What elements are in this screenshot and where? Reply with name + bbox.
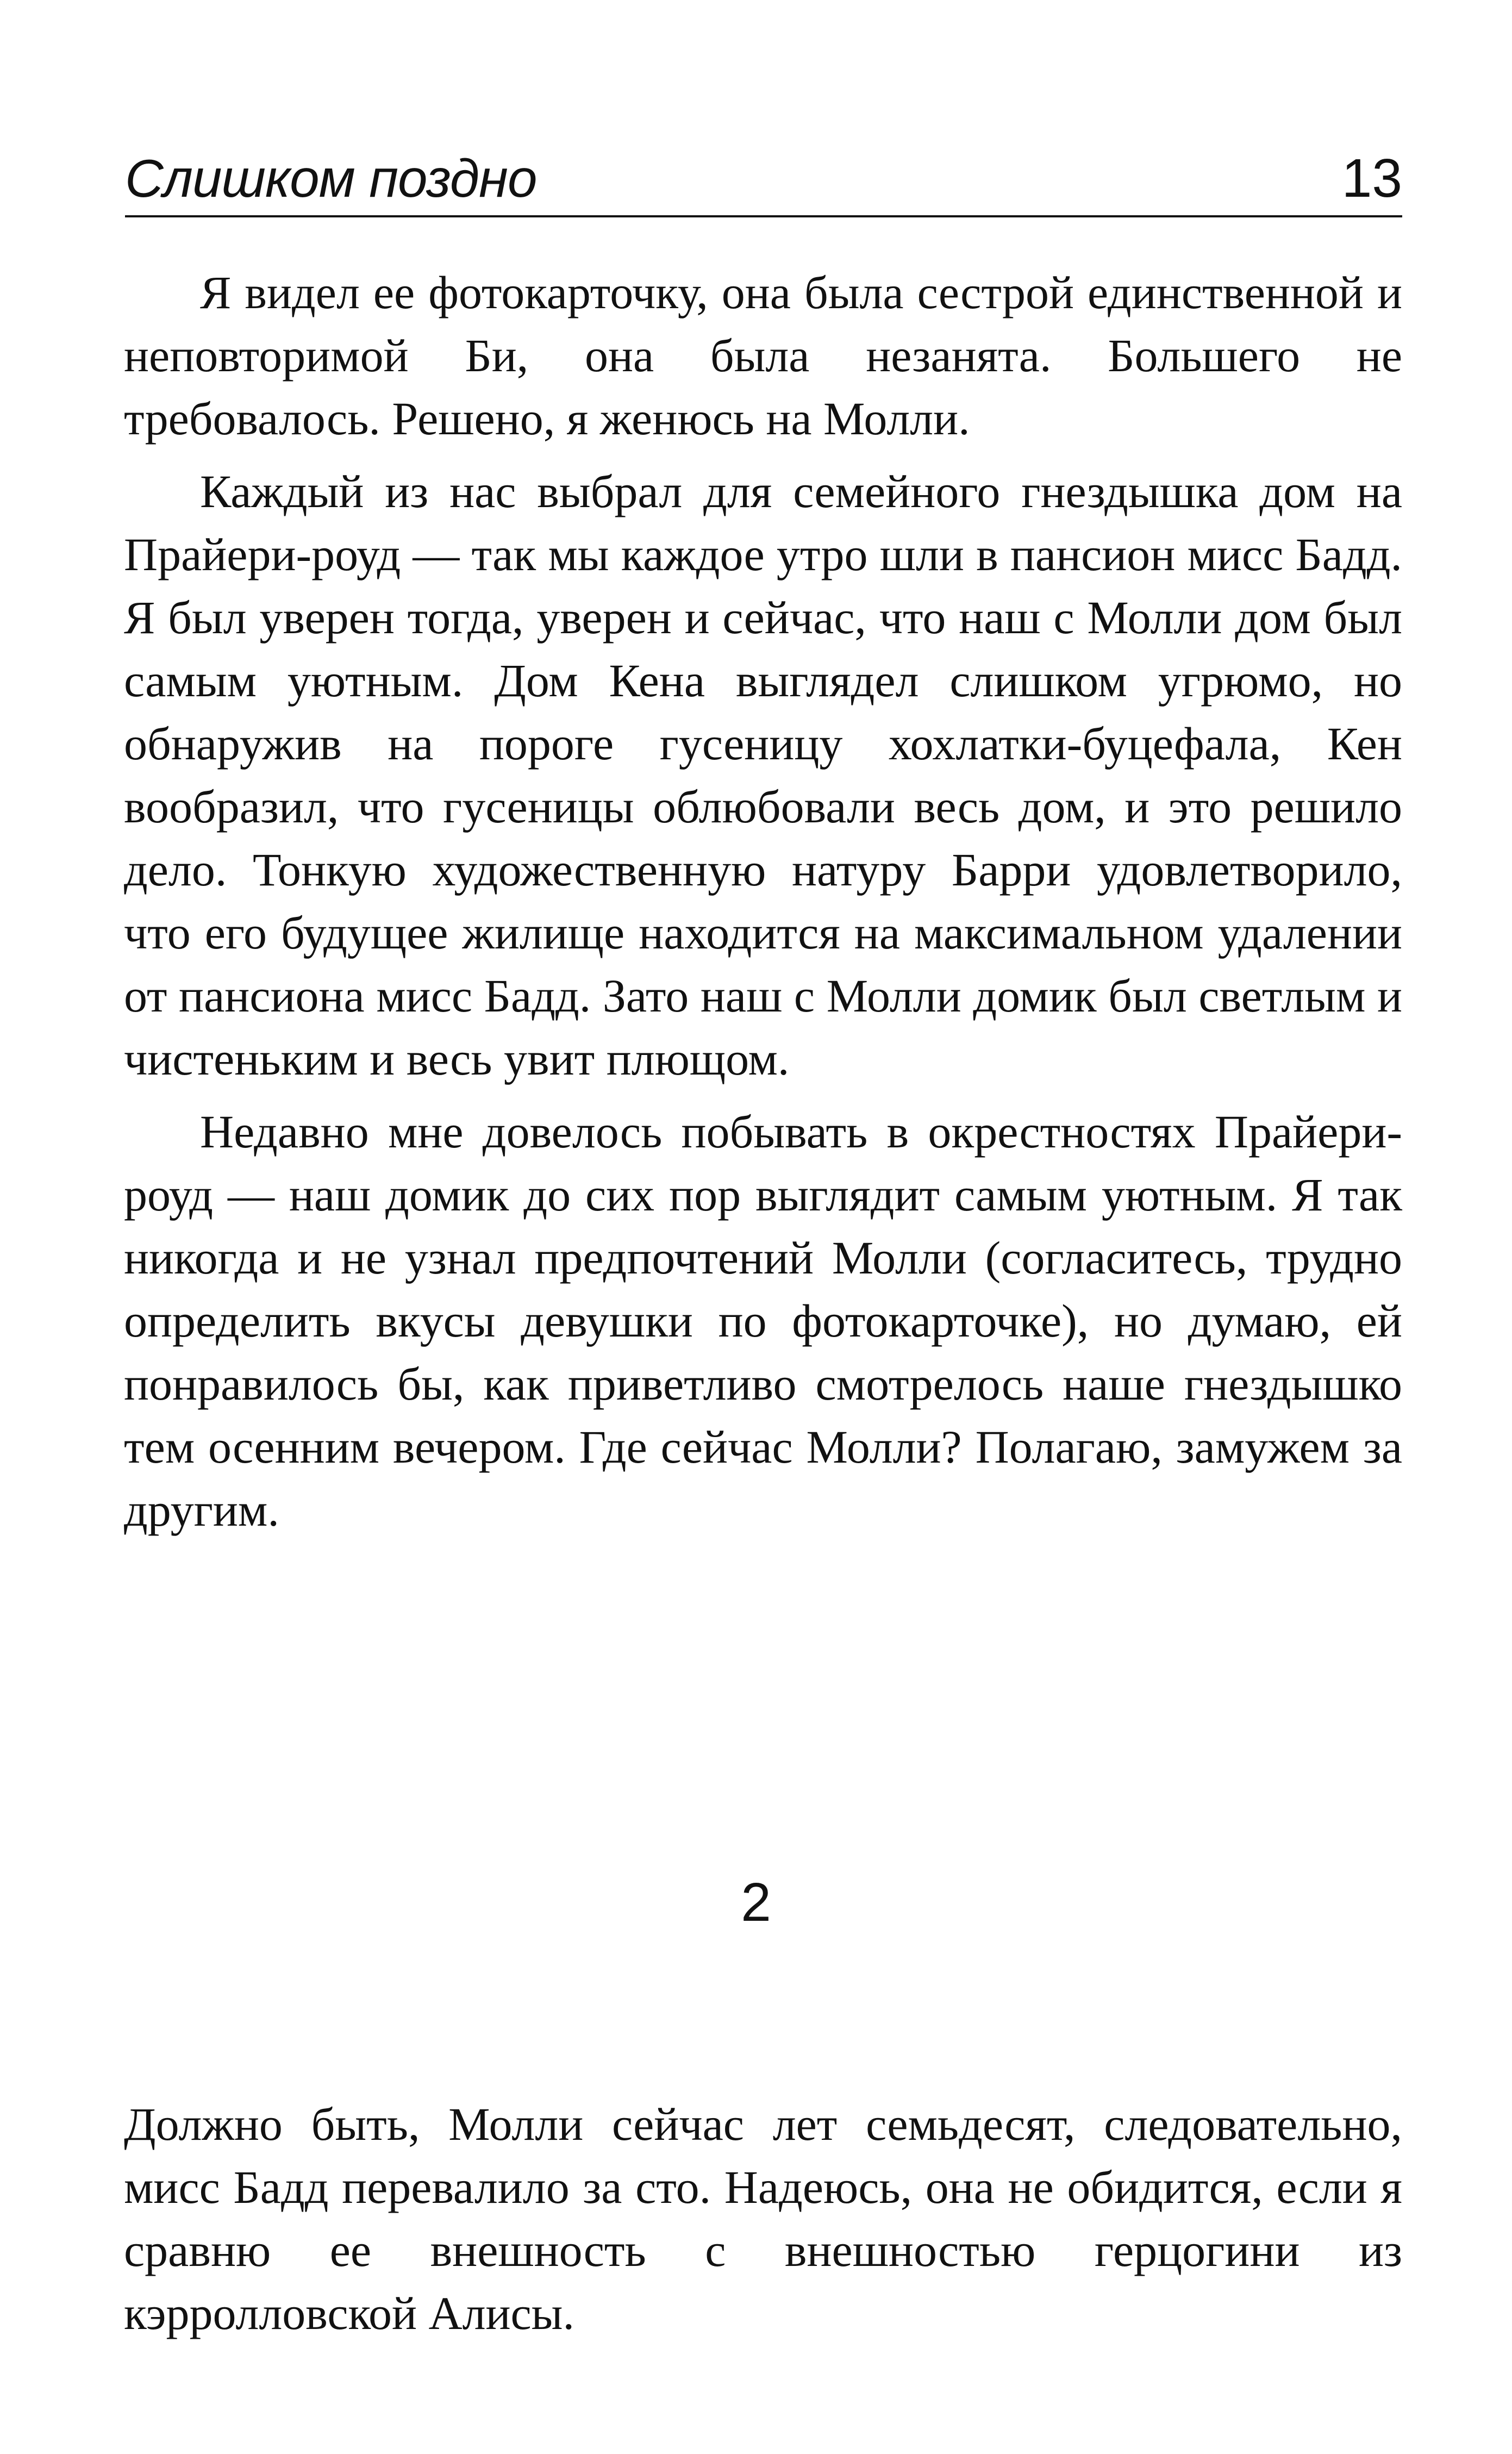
- header-rule: [125, 215, 1402, 217]
- paragraph: Недавно мне довелось побывать в окрестностях Прайери-роуд — наш домик до сих пор выглядит самым уютным. Я так никогда и не узнал предпочтений Молли (согласитесь, трудно определить вкусы девушки по фотокарточке), но думаю, ей понравилось бы, как приветливо смотрелось наше гнездышко тем осенним вечером. Где сейчас Молли? Полагаю, замужем за другим.: [124, 1106, 1402, 1536]
- chapter-opening-paragraph: Должно быть, Молли сейчас лет семьдесят, следовательно, мисс Бадд перевалило за сто. Надеюсь, она не обидится, если я сравню ее внешность с внешностью герцогини из кэрролловской Алисы.: [124, 2098, 1402, 2339]
- paragraph: Каждый из нас выбрал для семейного гнездышка дом на Прайери-роуд — так мы каждое утро шли в пансион мисс Бадд. Я был уверен тогда, уверен и сейчас, что наш с Молли дом был самым уютным. Дом Кена выглядел слишком угрюмо, но обнаружив на пороге гусеницу хохлатки-буцефала, Кен вообразил, что гусеницы облюбовали весь дом, и это решило дело. Тонкую художественную натуру Барри удовлетворило, что его будущее жилище находится на максимальном удалении от пансиона мисс Бадд. Зато наш с Молли домик был светлым и чистеньким и весь увит плющом.: [124, 465, 1402, 1085]
- chapter-body-text: [124, 2093, 1402, 2345]
- paragraph: Я видел ее фотокарточку, она была сестрой единственной и неповторимой Би, она была незанята. Большего не требовалось. Решено, я женюсь на Молли.: [124, 266, 1402, 445]
- body-text: [124, 261, 1402, 1541]
- running-title: Слишком поздно: [125, 148, 537, 208]
- running-head: [125, 146, 1402, 222]
- chapter-number: 2: [741, 1872, 771, 1933]
- page-number: 13: [1341, 148, 1402, 209]
